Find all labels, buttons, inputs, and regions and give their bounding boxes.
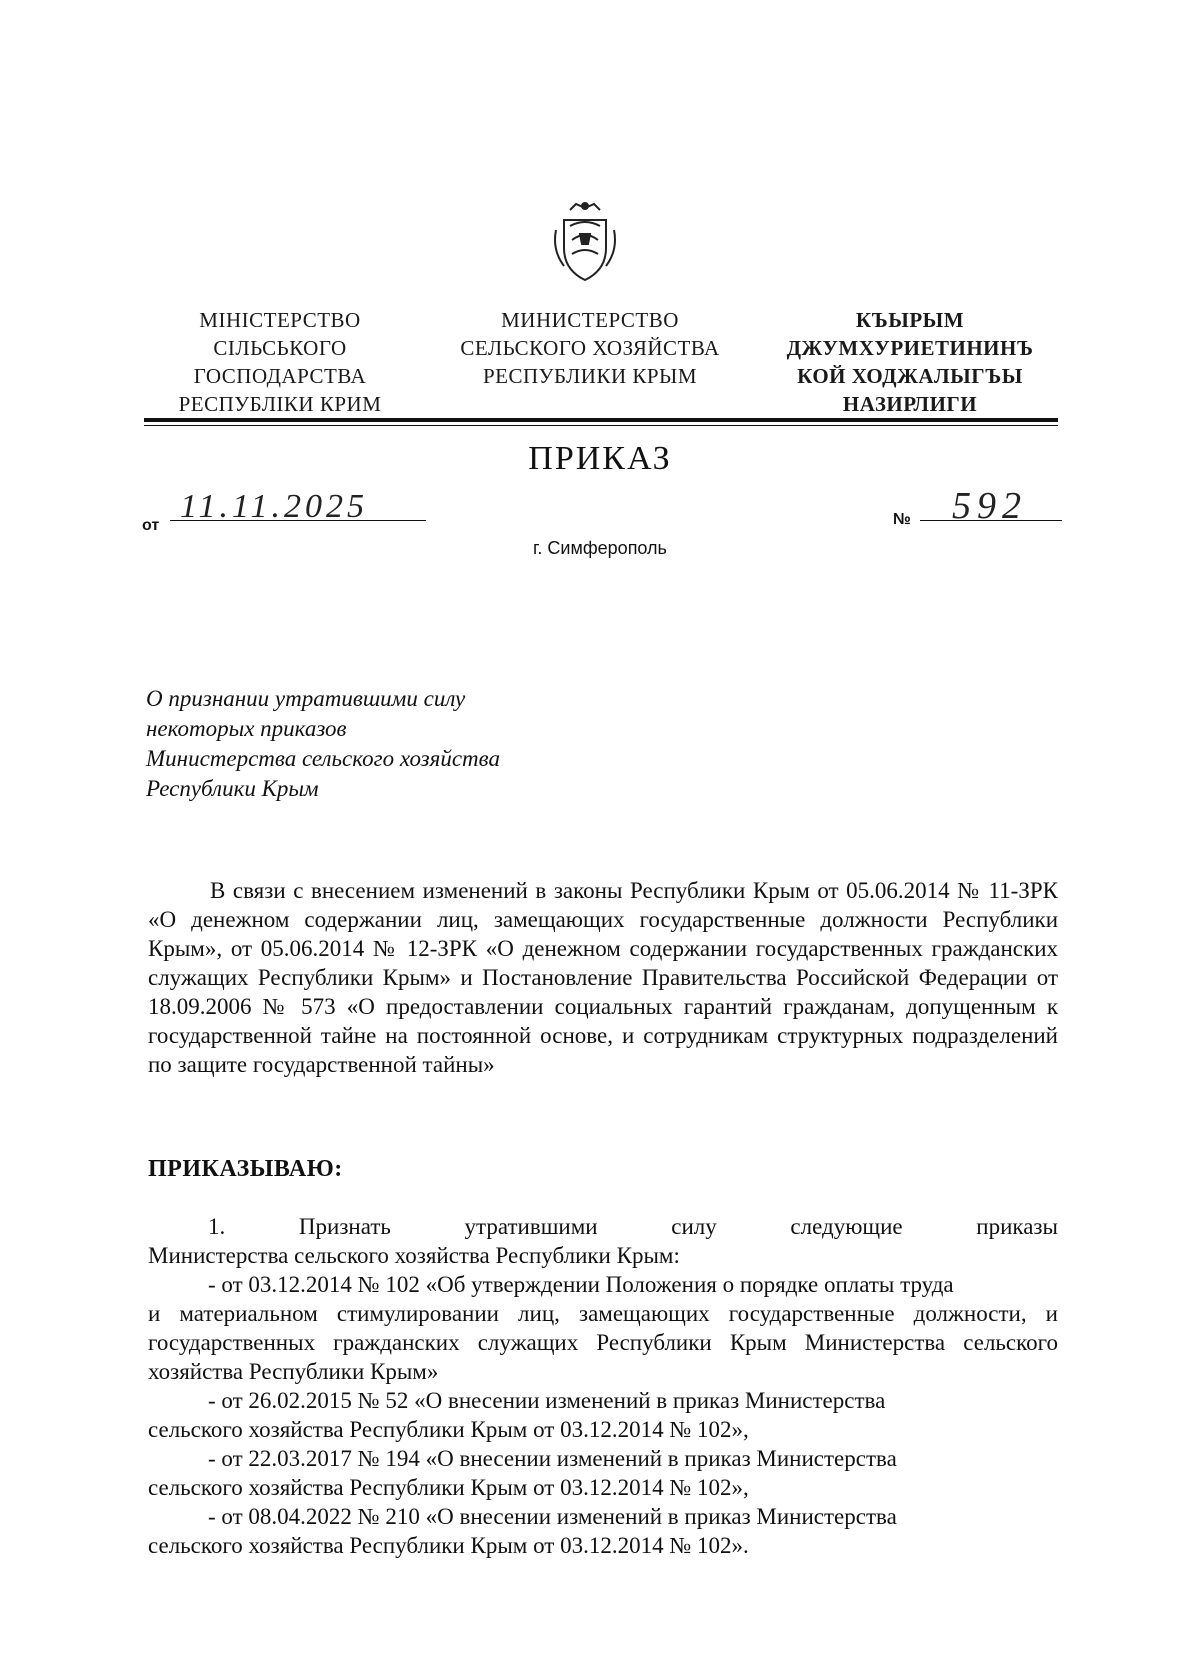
coat-of-arms-emblem: [550, 200, 620, 286]
item-1-word: силу: [671, 1214, 717, 1239]
list-item: [148, 1444, 1058, 1502]
preamble-paragraph: В связи с внесением изменений в законы Республики Крым от 05.06.2014 № 11-ЗРК «О денежном содержании лиц, замещающих государственные должности Республики Крым», от 05.06.2014 № 12-ЗРК «О денежном содержании государственных гражданских служащих Республики Крым» и Постановление Правительства Российской Федерации от 18.09.2006 № 573 «О предоставлении социальных гарантий гражданам, допущенным к государственной тайне на постоянной основе, и сотрудникам структурных подразделений по защите государственной тайны»: [148, 878, 1058, 1077]
header-left-line: ГОСПОДАРСТВА: [193, 364, 367, 388]
number-label: №: [893, 511, 911, 528]
list-item-first-line: - от 22.03.2017 № 194 «О внесении изменений в приказ Министерства: [208, 1446, 897, 1471]
document-title: ПРИКАЗ: [528, 440, 672, 477]
list-item: [148, 1270, 1058, 1386]
list-item-first-line: - от 03.12.2014 № 102 «Об утверждении Положения о порядке оплаты труда: [208, 1272, 954, 1297]
handwritten-date: 11.11.2025: [180, 488, 368, 525]
header-left-line: РЕСПУБЛІКИ КРИМ: [178, 392, 382, 416]
city-line: г. Симферополь: [533, 538, 667, 558]
subject-line: О признании утратившими силу: [146, 686, 466, 711]
handwritten-number: 592: [952, 485, 1027, 527]
header-divider-thick: [144, 418, 1058, 422]
header-right-line: НАЗИРЛИГИ: [842, 392, 978, 416]
header-right-line: ДЖУМХУРИЕТИНИНЪ: [786, 336, 1034, 360]
list-item-first-line: - от 26.02.2015 № 52 «О внесении изменений в приказ Министерства: [208, 1388, 886, 1413]
list-item: [148, 1386, 1058, 1444]
item-1-word: Признать: [298, 1214, 391, 1239]
order-heading: ПРИКАЗЫВАЮ:: [148, 1156, 343, 1182]
item-1-word: утратившими: [464, 1214, 598, 1239]
list-item-rest: сельского хозяйства Республики Крым от 03.12.2014 № 102».: [148, 1533, 749, 1558]
header-mid-line: МИНИСТЕРСТВО: [501, 308, 679, 332]
list-item-rest: сельского хозяйства Республики Крым от 03.12.2014 № 102»,: [148, 1417, 749, 1442]
item-1-first-line: [148, 1212, 1058, 1241]
list-item-rest: и материальном стимулировании лиц, замещающих государственные должности, и государственных гражданских служащих Республики Крым Министерства сельского хозяйства Республики Крым»: [148, 1301, 1058, 1384]
subject-line: Республики Крым: [146, 776, 319, 801]
subject-line: некоторых приказов: [146, 716, 347, 741]
item-1-word: приказы: [976, 1214, 1058, 1239]
header-mid-line: РЕСПУБЛИКИ КРЫМ: [482, 364, 698, 388]
item-1-word: 1.: [208, 1214, 226, 1239]
header-right-line: КОЙ ХОДЖАЛЫГЪЫ: [797, 364, 1023, 388]
item-1: [148, 1212, 1058, 1270]
order-subject: [146, 684, 500, 804]
item-1-word: следующие: [790, 1214, 903, 1239]
list-item-rest: сельского хозяйства Республики Крым от 03.12.2014 № 102»,: [148, 1475, 749, 1500]
list-item-first-line: - от 08.04.2022 № 210 «О внесении изменений в приказ Министерства: [208, 1504, 897, 1529]
header-left-line: СІЛЬСЬКОГО: [213, 336, 347, 360]
date-label: от: [142, 517, 160, 534]
header-ukrainian-ministry: [150, 306, 410, 418]
header-left-line: МІНІСТЕРСТВО: [199, 308, 361, 332]
header-russian-ministry: [430, 306, 750, 390]
header-mid-line: СЕЛЬСКОГО ХОЗЯЙСТВА: [460, 336, 720, 360]
item-1-rest: Министерства сельского хозяйства Республики Крым:: [148, 1243, 680, 1268]
subject-line: Министерства сельского хозяйства: [146, 746, 500, 771]
header-crimean-tatar-ministry: [760, 306, 1060, 418]
header-right-line: КЪЫРЫМ: [855, 308, 965, 332]
header-divider-thin: [144, 425, 1058, 426]
list-item: [148, 1502, 1058, 1560]
